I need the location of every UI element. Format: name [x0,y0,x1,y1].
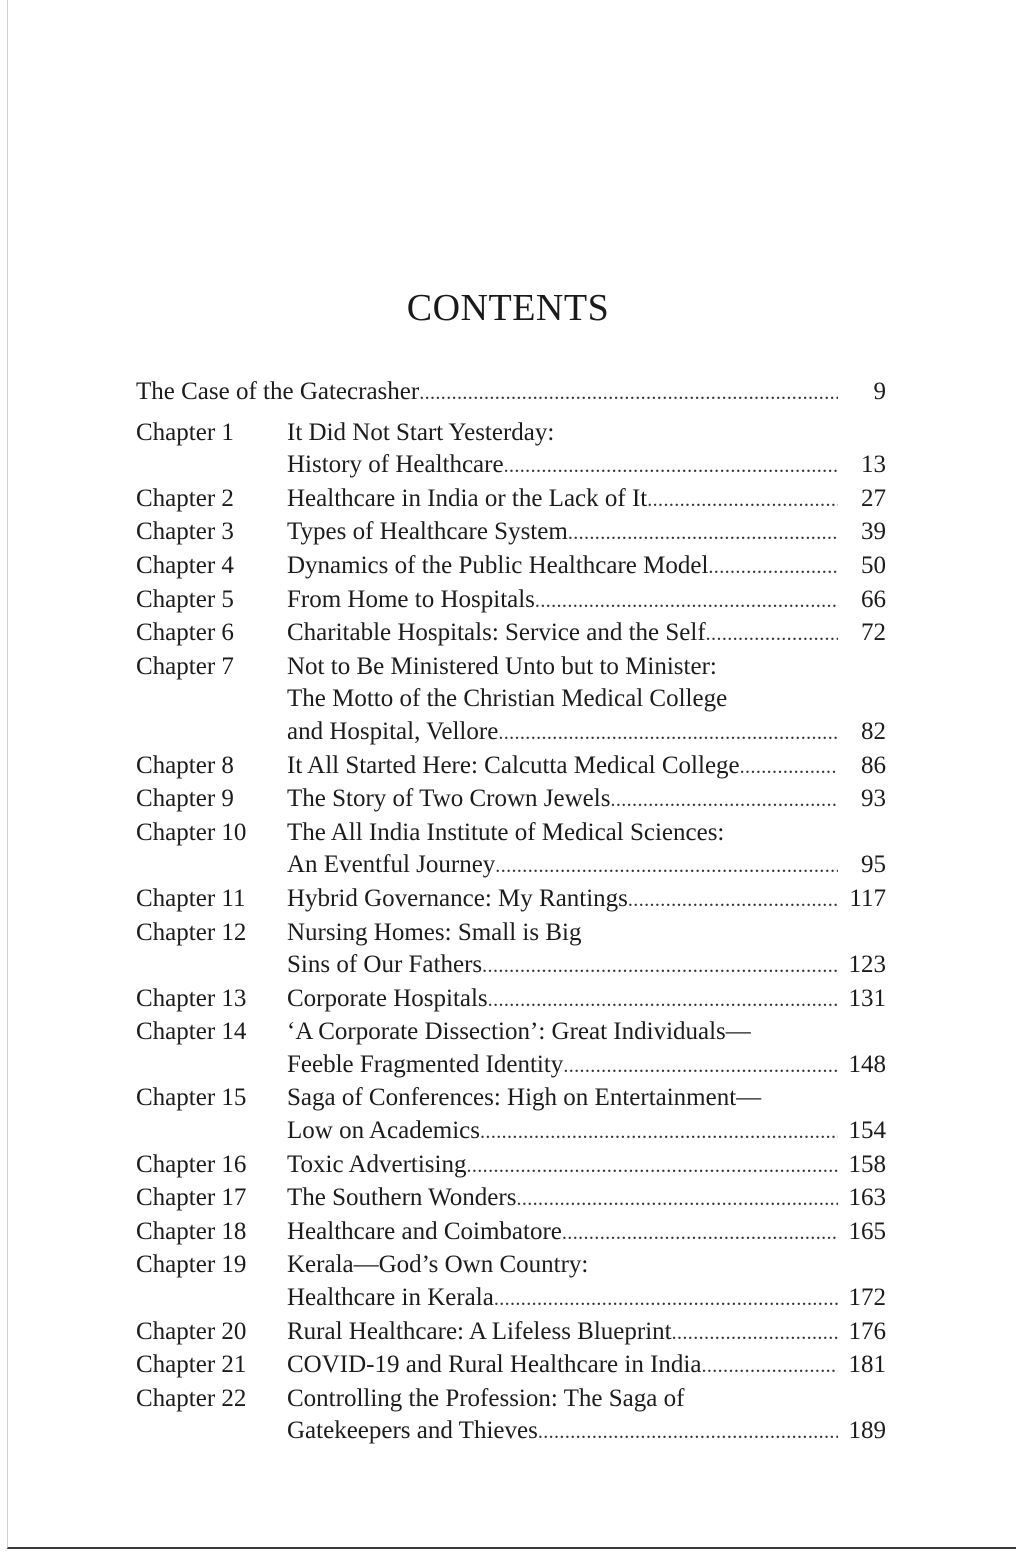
chapter-title-line: Dynamics of the Public Healthcare Model [287,551,709,579]
chapter-title-line: Healthcare and Coimbatore [287,1217,562,1245]
toc-entry-chapter [136,1182,886,1216]
toc-entry-chapter [136,617,886,651]
chapter-title-line: Toxic Advertising [287,1150,467,1178]
toc-entry-chapter [136,417,886,483]
toc-entry-chapter [136,1316,886,1350]
chapter-title-line: Healthcare in India or the Lack of It [287,484,648,512]
chapter-title-line: Controlling the Profession: The Saga of [287,1384,685,1412]
toc-page-number: 189 [848,1417,886,1445]
toc-entry-chapter [136,817,886,883]
chapter-title-line: Feeble Fragmented Identity [287,1050,564,1078]
dot-leader [672,1317,838,1350]
chapter-label: Chapter 2 [136,484,234,512]
toc-entry-chapter [136,1383,886,1449]
chapter-label: Chapter 1 [136,418,234,446]
toc-page-number: 176 [848,1317,886,1345]
chapter-title-line: History of Healthcare [287,451,504,479]
chapter-label: Chapter 5 [136,585,234,613]
dot-leader [516,1183,838,1216]
chapter-title-line: Low on Academics [287,1117,481,1145]
dot-leader [535,585,838,618]
chapter-label: Chapter 12 [136,918,247,946]
chapter-label: Chapter 3 [136,518,234,546]
dot-leader [740,751,838,784]
toc-page-number: 27 [861,484,886,512]
dot-leader [480,1116,838,1149]
dot-leader [610,784,838,817]
dot-leader [538,1416,838,1449]
chapter-title-line: Healthcare in Kerala [287,1284,494,1312]
chapter-title-line: Not to Be Ministered Unto but to Minister: [287,652,717,680]
chapter-title-line: Charitable Hospitals: Service and the Self [287,619,706,647]
chapter-label: Chapter 6 [136,619,234,647]
chapter-title-line: Rural Healthcare: A Lifeless Blueprint [287,1317,672,1345]
toc-entry-chapter [136,584,886,618]
toc-page-number: 165 [848,1217,886,1245]
toc-page-number: 154 [848,1117,886,1145]
chapter-title-line: COVID-19 and Rural Healthcare in India [287,1351,702,1379]
chapter-label: Chapter 11 [136,884,246,912]
toc-entry-chapter [136,917,886,983]
chapter-label: Chapter 4 [136,551,234,579]
table-of-contents [136,376,886,1449]
dot-leader [706,618,838,651]
chapter-title-line: Corporate Hospitals [287,984,488,1012]
page-title: CONTENTS [406,287,610,329]
chapter-title-line: The Southern Wonders [287,1184,517,1212]
chapter-title-line: From Home to Hospitals [287,585,535,613]
chapter-title-line: Gatekeepers and Thieves [287,1417,538,1445]
dot-leader [562,1217,838,1250]
chapter-label: Chapter 14 [136,1018,247,1046]
toc-page-number: 181 [848,1351,886,1379]
toc-entry-chapter [136,983,886,1017]
toc-entry-chapter [136,651,886,750]
toc-page-number: 50 [861,551,886,579]
toc-page-number: 9 [873,378,886,405]
toc-page-number: 117 [849,884,886,912]
chapter-label: Chapter 20 [136,1317,247,1345]
dot-leader [701,1350,838,1383]
dot-leader [628,884,838,917]
toc-entry-prologue [136,376,886,410]
chapter-label: Chapter 7 [136,652,234,680]
toc-page-number: 172 [848,1284,886,1312]
toc-page-number: 163 [848,1184,886,1212]
chapter-title-line: The All India Institute of Medical Sciences: [287,818,725,846]
toc-page-number: 93 [861,785,886,813]
dot-leader [466,1150,838,1183]
chapter-title-line: Saga of Conferences: High on Entertainment— [287,1084,762,1112]
toc-entry-chapter [136,1216,886,1250]
toc-page-number: 13 [861,451,886,479]
toc-entry-chapter [136,1349,886,1383]
toc-entry-chapter [136,483,886,517]
dot-leader [563,1050,838,1083]
dot-leader [494,1283,838,1316]
toc-entry-chapter [136,1016,886,1082]
chapter-list [136,417,886,1449]
toc-page-number: 158 [848,1150,886,1178]
toc-page-number: 148 [848,1050,886,1078]
toc-entry-title: The Case of the Gatecrasher [136,378,420,405]
toc-entry-chapter [136,750,886,784]
chapter-title-line: and Hospital, Vellore [287,717,499,745]
toc-entry-chapter [136,1082,886,1148]
toc-page-number: 86 [861,751,886,779]
toc-entry-chapter [136,883,886,917]
chapter-label: Chapter 13 [136,984,247,1012]
chapter-label: Chapter 9 [136,785,234,813]
toc-page-number: 66 [861,585,886,613]
chapter-label: Chapter 17 [136,1184,247,1212]
chapter-title-line: ‘A Corporate Dissection’: Great Individuals— [287,1018,751,1046]
dot-leader [647,484,838,517]
chapter-title-line: Kerala—God’s Own Country: [287,1251,589,1279]
toc-entry-chapter [136,516,886,550]
chapter-title-line: Sins of Our Fathers [287,951,483,979]
chapter-title-line: Types of Healthcare System [287,518,568,546]
chapter-title-line: The Motto of the Christian Medical College [287,685,728,713]
toc-page-number: 95 [861,851,886,879]
dot-leader [504,450,838,483]
chapter-title-line: It Did Not Start Yesterday: [287,418,555,446]
chapter-label: Chapter 21 [136,1351,247,1379]
chapter-label: Chapter 18 [136,1217,247,1245]
chapter-label: Chapter 15 [136,1084,247,1112]
toc-page-number: 82 [861,717,886,745]
chapter-label: Chapter 19 [136,1251,247,1279]
toc-entry-chapter [136,1149,886,1183]
toc-page-number: 131 [848,984,886,1012]
toc-entry-chapter [136,1249,886,1315]
chapter-title-line: Nursing Homes: Small is Big [287,918,582,946]
toc-entry-chapter [136,783,886,817]
chapter-label: Chapter 22 [136,1384,247,1412]
dot-leader [568,517,838,550]
chapter-title-line: The Story of Two Crown Jewels [287,785,611,813]
toc-page-number: 39 [861,518,886,546]
chapter-label: Chapter 8 [136,751,234,779]
dot-leader [708,551,838,584]
chapter-title-line: Hybrid Governance: My Rantings [287,884,628,912]
dot-leader [482,950,838,983]
dot-leader [495,850,838,883]
dot-leader [498,717,838,750]
chapter-title-line: An Eventful Journey [287,851,496,879]
chapter-label: Chapter 16 [136,1150,247,1178]
dot-leader [488,984,838,1017]
dot-leader [419,377,838,410]
chapter-label: Chapter 10 [136,818,247,846]
chapter-title-line: It All Started Here: Calcutta Medical College [287,751,740,779]
toc-page-number: 72 [861,619,886,647]
toc-page-number: 123 [848,951,886,979]
toc-entry-chapter [136,550,886,584]
